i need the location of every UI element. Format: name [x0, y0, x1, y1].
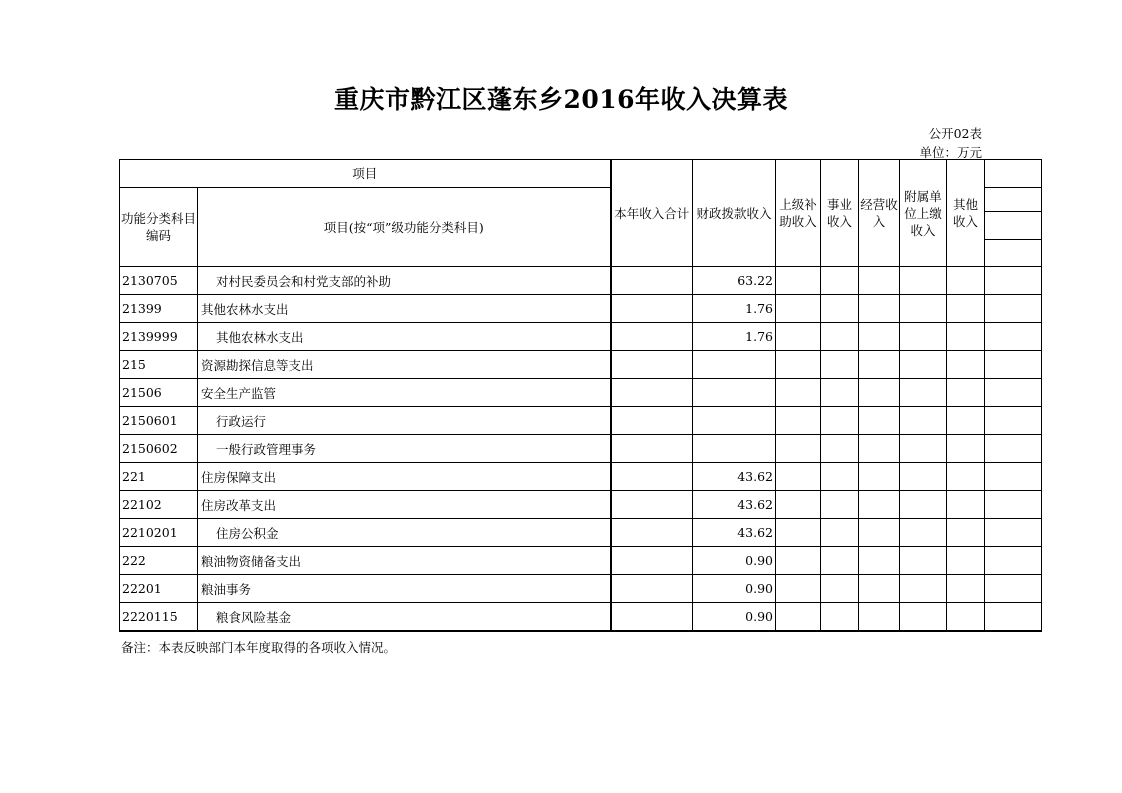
table-row — [120, 407, 1042, 435]
cell-code: 21506 — [120, 379, 198, 407]
cell-fiscal: 43.62 — [693, 463, 776, 491]
cell-empty — [985, 547, 1042, 575]
cell-empty — [985, 351, 1042, 379]
cell-empty — [821, 351, 859, 379]
cell-name: 一般行政管理事务 — [198, 435, 611, 463]
table-row — [120, 351, 1042, 379]
cell-empty — [859, 435, 900, 463]
cell-code: 2210201 — [120, 519, 198, 547]
cell-empty — [900, 295, 947, 323]
header-other: 其他收入 — [947, 160, 985, 267]
cell-total — [611, 603, 693, 632]
header-code: 功能分类科目编码 — [120, 188, 198, 267]
cell-code: 2220115 — [120, 603, 198, 632]
cell-fiscal — [693, 407, 776, 435]
cell-empty — [900, 547, 947, 575]
cell-empty — [947, 491, 985, 519]
cell-name: 粮食风险基金 — [198, 603, 611, 632]
page-title: 重庆市黔江区蓬东乡2016年收入决算表 — [333, 85, 789, 114]
cell-name: 资源勘探信息等支出 — [198, 351, 611, 379]
table-row — [120, 435, 1042, 463]
cell-empty — [776, 547, 821, 575]
cell-fiscal: 43.62 — [693, 519, 776, 547]
cell-empty — [985, 295, 1042, 323]
cell-code: 2150602 — [120, 435, 198, 463]
cell-empty — [859, 575, 900, 603]
cell-name: 住房公积金 — [198, 519, 611, 547]
cell-empty — [776, 407, 821, 435]
cell-empty — [947, 519, 985, 547]
cell-empty — [821, 267, 859, 295]
cell-empty — [985, 435, 1042, 463]
cell-fiscal — [693, 351, 776, 379]
cell-code: 215 — [120, 351, 198, 379]
cell-code: 2130705 — [120, 267, 198, 295]
cell-code: 21399 — [120, 295, 198, 323]
cell-empty — [900, 575, 947, 603]
cell-name: 粮油物资储备支出 — [198, 547, 611, 575]
cell-code: 2150601 — [120, 407, 198, 435]
cell-empty — [859, 379, 900, 407]
cell-code: 2139999 — [120, 323, 198, 351]
cell-empty — [985, 407, 1042, 435]
cell-empty — [947, 603, 985, 632]
cell-empty — [947, 295, 985, 323]
cell-total — [611, 491, 693, 519]
cell-name: 行政运行 — [198, 407, 611, 435]
cell-total — [611, 295, 693, 323]
cell-total — [611, 575, 693, 603]
cell-empty — [821, 547, 859, 575]
cell-code: 22201 — [120, 575, 198, 603]
cell-empty — [947, 267, 985, 295]
form-number: 公开02表 — [928, 126, 982, 141]
table-row — [120, 603, 1042, 632]
header-total: 本年收入合计 — [611, 160, 693, 267]
table-row — [120, 323, 1042, 351]
cell-fiscal: 43.62 — [693, 491, 776, 519]
header-fiscal: 财政拨款收入 — [693, 160, 776, 267]
cell-empty — [985, 603, 1042, 632]
cell-empty — [900, 379, 947, 407]
cell-name: 其他农林水支出 — [198, 295, 611, 323]
blank-cell-stack — [985, 188, 1042, 267]
cell-empty — [821, 295, 859, 323]
cell-name: 其他农林水支出 — [198, 323, 611, 351]
cell-fiscal: 0.90 — [693, 603, 776, 632]
cell-empty — [900, 351, 947, 379]
cell-total — [611, 463, 693, 491]
cell-fiscal: 1.76 — [693, 295, 776, 323]
cell-empty — [821, 323, 859, 351]
table-row — [120, 519, 1042, 547]
table-row — [120, 491, 1042, 519]
cell-empty — [776, 323, 821, 351]
cell-empty — [776, 295, 821, 323]
cell-empty — [985, 575, 1042, 603]
cell-empty — [859, 547, 900, 575]
cell-empty — [900, 267, 947, 295]
cell-total — [611, 379, 693, 407]
cell-empty — [900, 463, 947, 491]
cell-fiscal: 0.90 — [693, 547, 776, 575]
cell-empty — [776, 267, 821, 295]
cell-name: 安全生产监管 — [198, 379, 611, 407]
cell-empty — [776, 463, 821, 491]
header-affiliated: 附属单位上缴收入 — [900, 160, 947, 267]
cell-empty — [821, 435, 859, 463]
cell-empty — [821, 603, 859, 632]
cell-total — [611, 267, 693, 295]
table-row — [120, 575, 1042, 603]
cell-empty — [859, 463, 900, 491]
table-row — [120, 267, 1042, 295]
cell-fiscal: 0.90 — [693, 575, 776, 603]
cell-empty — [859, 267, 900, 295]
cell-total — [611, 351, 693, 379]
cell-empty — [947, 379, 985, 407]
cell-empty — [985, 463, 1042, 491]
cell-total — [611, 407, 693, 435]
cell-fiscal: 63.22 — [693, 267, 776, 295]
header-name: 项目(按“项”级功能分类科目) — [198, 188, 611, 267]
cell-empty — [947, 435, 985, 463]
cell-empty — [947, 463, 985, 491]
table-row — [120, 295, 1042, 323]
cell-name: 粮油事务 — [198, 575, 611, 603]
cell-empty — [776, 379, 821, 407]
cell-empty — [985, 323, 1042, 351]
header-item-group: 项目 — [120, 160, 611, 188]
cell-empty — [776, 435, 821, 463]
cell-empty — [776, 603, 821, 632]
cell-name: 住房保障支出 — [198, 463, 611, 491]
cell-empty — [900, 435, 947, 463]
cell-empty — [900, 407, 947, 435]
cell-empty — [947, 407, 985, 435]
cell-empty — [859, 351, 900, 379]
cell-name: 对村民委员会和村党支部的补助 — [198, 267, 611, 295]
cell-total — [611, 519, 693, 547]
cell-fiscal — [693, 379, 776, 407]
cell-empty — [776, 351, 821, 379]
cell-empty — [859, 603, 900, 632]
cell-empty — [821, 575, 859, 603]
cell-empty — [821, 379, 859, 407]
cell-empty — [947, 575, 985, 603]
cell-empty — [985, 267, 1042, 295]
table-row — [120, 463, 1042, 491]
income-table — [119, 159, 1042, 632]
blank-cell — [985, 160, 1042, 188]
cell-empty — [859, 407, 900, 435]
cell-code: 22102 — [120, 491, 198, 519]
cell-empty — [947, 547, 985, 575]
footnote: 备注：本表反映部门本年度取得的各项收入情况。 — [121, 640, 397, 655]
cell-total — [611, 323, 693, 351]
cell-empty — [900, 519, 947, 547]
cell-empty — [776, 519, 821, 547]
cell-empty — [900, 603, 947, 632]
cell-total — [611, 435, 693, 463]
cell-empty — [985, 519, 1042, 547]
cell-empty — [821, 463, 859, 491]
cell-empty — [776, 491, 821, 519]
cell-empty — [947, 351, 985, 379]
cell-empty — [776, 575, 821, 603]
cell-fiscal: 1.76 — [693, 323, 776, 351]
cell-empty — [821, 407, 859, 435]
cell-empty — [985, 379, 1042, 407]
cell-empty — [900, 323, 947, 351]
cell-empty — [859, 295, 900, 323]
cell-empty — [859, 491, 900, 519]
cell-name: 住房改革支出 — [198, 491, 611, 519]
cell-empty — [900, 491, 947, 519]
table-row — [120, 379, 1042, 407]
cell-empty — [947, 323, 985, 351]
unit-label: 单位：万元 — [919, 145, 982, 160]
header-superior: 上级补助收入 — [776, 160, 821, 267]
cell-empty — [821, 519, 859, 547]
cell-total — [611, 547, 693, 575]
header-operating: 经营收入 — [859, 160, 900, 267]
cell-code: 222 — [120, 547, 198, 575]
cell-fiscal — [693, 435, 776, 463]
table-row — [120, 547, 1042, 575]
header-business: 事业收入 — [821, 160, 859, 267]
cell-empty — [821, 491, 859, 519]
cell-empty — [859, 323, 900, 351]
cell-code: 221 — [120, 463, 198, 491]
cell-empty — [859, 519, 900, 547]
cell-empty — [985, 491, 1042, 519]
